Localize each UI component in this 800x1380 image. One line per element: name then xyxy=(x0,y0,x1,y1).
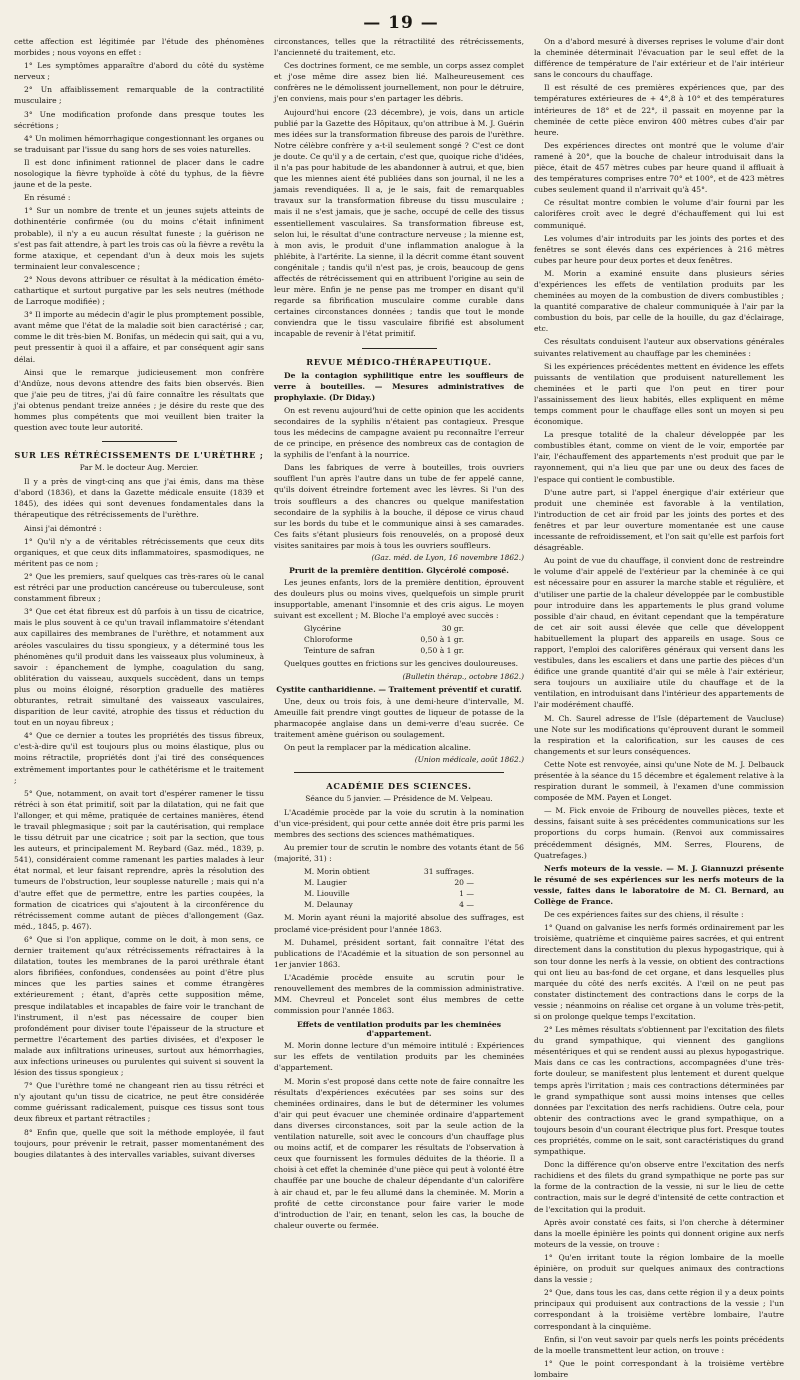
paragraph: Au premier tour de scrutin le nombre des votants étant de 56 (majorité, 31) : xyxy=(274,843,524,864)
recipe-line: Chloroforme 0,50 à 1 gr. xyxy=(304,635,464,645)
paragraph: On est revenu aujourd'hui de cette opinion que les accidents secondaires de la syphilis n'étaient pas contagieux. Presque tous les médecins de campagne avaient pu reconnaître l'erreur de ce principe, en présence des nombreux cas de contagion de la syphilis de l'enfant à la nourrice. xyxy=(274,405,524,460)
vote-line: M. Delaunay 4 — xyxy=(304,900,474,910)
section-divider xyxy=(274,344,524,352)
page-number: — 19 — xyxy=(363,13,439,33)
paragraph: Cette Note est renvoyée, ainsi qu'une Note de M. J. Delbauck présentée à la séance du 15 décembre et également relative à la respiration durant le sommeil, à l'examen d'une commission composée de MM. Payen et Longet. xyxy=(534,759,784,803)
paragraph: — M. Fick envoie de Fribourg de nouvelles pièces, texte et dessins, faisant suite à ses précédentes communications sur les proportions du corps humain. (Renvoi aux commissaires précédemment désignés, MM. Serres, Flourens, de Quatrefages.) xyxy=(534,806,784,860)
paragraph: On a d'abord mesuré à diverses reprises le volume d'air dont la cheminée déterminait l'évacuation par le seul effet de la différence de température de l'air extérieur et de l'air intérieur sans le concours du chauffage. xyxy=(534,37,784,80)
subheading: De la contagion syphilitique entre les souffleurs de verre à bouteilles. — Mesures administratives de prophylaxie. (Dr Diday.) xyxy=(274,370,524,402)
paragraph: M. Ch. Saurel adresse de l'Isle (département de Vaucluse) une Note sur les modifications qu'éprouvent durant le sommeil la respiration et la calorification, sur les causes de ces changements et sur leurs conséquences. xyxy=(534,713,784,756)
paragraph: 1° Sur un nombre de trente et un jeunes sujets atteints de dothinentérie confirmée (ou du moins c'était infiniment probable), il n'y a eu aucun résultat funeste ; la guérison ne s'est pas fait attendre, à part les trois cas où la fièvre a revêtu la forme ataxique, et cependant d'un à deux mois les sujets terminaient leur convalescence ; xyxy=(14,206,264,271)
paragraph: 3° Une modification profonde dans presque toutes les sécrétions ; xyxy=(14,109,264,130)
paragraph: circonstances, telles que la rétractilité des rétrécissements, l'ancienneté du traitement, etc. xyxy=(274,37,524,58)
subheading: Prurit de la première dentition. Glycérolé composé. xyxy=(289,566,509,576)
subheading: Effets de ventilation produits par les cheminées d'appartement. xyxy=(296,1020,502,1039)
paragraph: 1° Qu'en irritant toute la région lombaire de la moelle épinière, on produit sur quelques animaux des contractions dans la vessie ; xyxy=(534,1252,784,1285)
paragraph: Une, deux ou trois fois, à une demi-heure d'intervalle, M. Ameuille fait prendre vingt gouttes de liqueur de potasse de la pharmacopée anglaise dans un demi-verre d'eau sucrée. Ce traitement amène guérison ou soulagement. xyxy=(274,696,524,739)
columns xyxy=(14,36,788,1379)
recipe-list xyxy=(304,623,524,656)
paragraph: Ainsi j'ai démontré : xyxy=(24,523,102,533)
paragraph: La presque totalité de la chaleur développée par les combustibles étant, comme on vient de le voir, emportée par l'air, l'échauffement des appartements n'est produit que par le rayonnement, qui n'a lieu que par une ou deux des faces de l'espace qui contient le combustible. xyxy=(534,430,784,484)
paragraph: Ce résultat montre combien le volume d'air fourni par les calorifères croît avec le degré d'échauffement qui lui est communiqué. xyxy=(534,198,784,230)
paragraph: 2° Que, dans tous les cas, dans cette région il y a deux points principaux qui produisent aux contractions de la vessie ; l'un correspondant à la troisième vertèbre lombaire, l'autre correspondant à la cinquième. xyxy=(534,1288,784,1331)
section-title: REVUE MÉDICO-THÉRAPEUTIQUE. xyxy=(306,356,492,367)
column-middle xyxy=(274,36,524,1230)
paragraph: M. Duhamel, président sortant, fait connaître l'état des publications de l'Académie et la situation de son personnel au 1er janvier 1863. xyxy=(274,937,524,969)
paragraph: M. Morin donne lecture d'un mémoire intitulé : Expériences sur les effets de ventilation produits par les cheminées d'appartement. xyxy=(274,1041,524,1073)
paragraph: On peut la remplacer par la médication alcaline. xyxy=(284,742,471,752)
paragraph: Aujourd'hui encore (23 décembre), je vois, dans un article publié par la Gazette des Hôpitaux, qu'on attribue à M. J. Guérin mes idées sur la transformation fibreuse des parois de l'urèthre. Notre célèbre confrère y a-t-il seulement songé ? C'est ce dont je doute. Ce qu'il y a de certain, c'est que, quoique riche d'idées, il n'a pas pour habitude de les abandonner à autrui, et que, bien que les miennes aient été publiées dans son journal, il ne les a jamais revendiquées. Il a, je le sais, fait de remarquables travaux sur la transformation fibreuse du tissu musculaire ; mais il ne s'est jamais, que je sache, occupé de celle des tissus essentiellement vasculaires. Sa transformation fibreuse est, selon lui, le résultat d'une contracture nerveuse ; la mienne est, à mon avis, le produit d'une inflammation analogue à la phlébite, à l'artérite. La sienne, il la décrit comme étant souvent congénitale ; tandis qu'il n'est pas, je crois, beaucoup de gens affectés de rétrécissement qui en attribuent l'origine au sein de leur mère. Enfin je ne pense pas me tromper en disant qu'il regarde sa fibrification musculaire comme curable dans certaines circonstances données ; tandis que tout le monde conviendra que le tissu vasculaire fibrifié est absolument incapable de revenir à l'état primitif. xyxy=(274,107,524,339)
paragraph: 1° Les symptômes apparaître d'abord du côté du système nerveux ; xyxy=(14,61,264,82)
session-line: Séance du 5 janvier. — Présidence de M. Velpeau. xyxy=(305,793,493,803)
paragraph: Des expériences directes ont montré que le volume d'air ramené à 20°, que la bouche de chaleur introduisait dans la pièce, était de 457 mètres cubes par heure quand il affluait à des températures comprises entre 70° et 100°, et de 423 mètres cubes seulement quand il n'arrivait qu'à 45°. xyxy=(534,140,784,195)
paragraph: Après avoir constaté ces faits, si l'on cherche à déterminer dans la moelle épinière les points qui donnent origine aux nerfs moteurs de la vessie, on trouve : xyxy=(534,1217,784,1249)
vote-list xyxy=(304,866,524,910)
paragraph: Quelques gouttes en frictions sur les gencives douloureuses. xyxy=(284,659,519,669)
paragraph: 8° Enfin que, quelle que soit la méthode employée, il faut toujours, pour prévenir le retrait, passer momentanément des bougies dilatantes à des intervalles variables, suivant diverses xyxy=(14,1127,264,1159)
paragraph: 3° Il importe au médecin d'agir le plus promptement possible, avant même que l'état de la maladie soit bien caractérisé ; car, comme le dit très-bien M. Bonifas, un médecin qui sait, qui a vu, peut pressentir à quoi il a affaire, et par conséquent agir sans délai. xyxy=(14,310,264,364)
paragraph: D'une autre part, si l'appel énergique d'air extérieur que produit une cheminée est favorable à la ventilation, l'introduction de cet air froid par les joints des portes et des fenêtres et par leur ouverture momentanée est une cause incessante de refroidissement, et l'on sait qu'elle est parfois fort désagréable. xyxy=(534,487,784,553)
paragraph: Les jeunes enfants, lors de la première dentition, éprouvent des douleurs plus ou moins vives, quelquefois un simple prurit insupportable, amenant l'insomnie et des cris aigus. Le moyen suivant est excellent ; M. Bloche l'a employé avec succès : xyxy=(274,578,524,621)
section-title: ACADÉMIE DES SCIENCES. xyxy=(326,780,472,791)
paragraph: 4° Que ce dernier a toutes les propriétés des tissus fibreux, c'est-à-dire qu'il est toujours plus ou moins élastique, plus ou moins rétractile, propriétés dont j'ai tiré des conséquences extrêmement importantes pour le cathétérisme et le traitement ; xyxy=(14,731,264,785)
subheading: Cystite cantharidienne. — Traitement préventif et curatif. xyxy=(276,684,522,694)
source-citation: (Gaz. méd. de Lyon, 16 novembre 1862.) xyxy=(371,553,524,563)
paragraph: M. Morin ayant réuni la majorité absolue des suffrages, est proclamé vice-président pour l'année 1863. xyxy=(274,913,524,934)
paragraph: En résumé : xyxy=(24,193,71,203)
paragraph: Donc la différence qu'on observe entre l'excitation des nerfs rachidiens et des filets du grand sympathique ne porte pas sur la forme de la contraction de la vessie, ni sur le lieu de cette contraction, mais sur le degré d'intensité de cette contraction et de l'excitation qui la produit. xyxy=(534,1160,784,1214)
paragraph: M. Morin a examiné ensuite dans plusieurs séries d'expériences les effets de ventilation produits par les cheminées au moyen de la combustion de divers combustibles ; la quantité comparative de chaleur communiquée à l'air par la combustion du bois, par celle de la houille, du gaz d'éclairage, etc. xyxy=(534,268,784,334)
paragraph: 5° Que, notamment, on avait tort d'espérer ramener le tissu rétréci à son état primitif, soit par la dilatation, qui ne fait que l'allonger, et qui même, pratiquée de certaines manières, étend le travail phlegmasique ; soit par la cautérisation, qui remplace le tissu détruit par une cicatrice ; soit par la section, que tous les auteurs, et principalement M. Reybard (Gaz. méd., 1839, p. 541), considéraient comme ramenant les parties malades à leur état normal, et leur faisant reprendre, après la résolution des tumeurs de l'obstruction, leur souplesse naturelle ; mais qui n'a d'autre effet que de permettre, entre les parties coupées, la formation de cicatrices qui s'ajoutent à la circonférence du rétrécissement comme autant de pièces d'allongement (Gaz. méd., 1845, p. 467). xyxy=(14,788,264,931)
paragraph: cette affection est légitimée par l'étude des phénomènes morbides ; nous voyons en effet : xyxy=(14,37,264,58)
paragraph: Si les expériences précédentes mettent en évidence les effets puissants de ventilation que produisent naturellement les cheminées et le parti que l'on peut en tirer pour l'assainissement des lieux habités, elles expliquent en même temps comment pour le chauffage elles sont un moyen si peu économique. xyxy=(534,361,784,427)
vote-line: M. Liouville 1 — xyxy=(304,889,474,899)
paragraph: 1° Que le point correspondant à la troisième vertèbre lombaire xyxy=(534,1358,784,1379)
paragraph: Ces résultats conduisent l'auteur aux observations générales suivantes relativement au chauffage par les cheminées : xyxy=(534,337,784,358)
recipe-line: Glycérine 30 gr. xyxy=(304,624,464,634)
paragraph: 2° Que les premiers, sauf quelques cas très-rares où le canal est rétréci par une production cancéreuse ou tuberculeuse, sont constamment fibreux ; xyxy=(14,571,264,604)
paragraph: Les volumes d'air introduits par les joints des portes et des fenêtres se sont élevés dans ces expériences à 216 mètres cubes par heure pour deux portes et deux fenêtres. xyxy=(534,233,784,265)
paragraph: 6° Que si l'on applique, comme on le doit, à mon sens, ce dernier traitement qu'aux rétrécissements réfractaires à la dilatation, toutes les membranes de la paroi uréthrale étant alors fibrifiées, confondues, condensées au point d'être plus minces que les parties saines et comme étrangères extérieurement ; étant, d'après cette supposition même, presque indilatables et incapables de faire voir le tranchant de l'instrument, il n'est pas nécessaire de couper bien profondément pour diviser toute l'épaisseur de la structure et permettre l'écartement des parties divisées, et d'exposer le malade aux infiltrations urineuses, surtout aux hémorrhagies, aux infections urineuses ou purulentes qui suivent si souvent la lésion des tissus spongieux ; xyxy=(14,934,264,1078)
vote-line: M. Laugier 20 — xyxy=(304,878,474,888)
subheading: Nerfs moteurs de la vessie. — M. J. Giannuzzi présente le résumé de ses expériences sur les nerfs moteurs de la vessie, faites dans le laboratoire de M. Cl. Bernard, au Collège de France. xyxy=(534,863,784,907)
paragraph: 2° Les mêmes résultats s'obtiennent par l'excitation des filets du grand sympathique, qui viennent des ganglions mésentériques et qui se rendent aussi au plexus hypogastrique. Mais dans ce cas les contractions, accompagnées d'une très-forte douleur, se manifestent plus lentement et durent quelque temps après l'irritation ; mais ces contractions déterminées par le grand sympathique sont aussi moins intenses que celles données par l'excitation des nerfs rachidiens. Outre cela, pour obtenir des contractions avec le grand sympathique, on a toujours besoin d'un courant électrique plus fort. Presque toutes ces propriétés, comme on le sait, sont caractéristiques du grand sympathique. xyxy=(534,1025,784,1157)
source-citation: (Union médicale, août 1862.) xyxy=(414,754,524,764)
section-divider xyxy=(14,437,264,445)
paragraph: Enfin, si l'on veut savoir par quels nerfs les points précédents de la moelle transmettent leur action, on trouve : xyxy=(534,1334,784,1355)
paragraph: Ces doctrines forment, ce me semble, un corps assez complet et j'ose même dire assez bien lié. Malheureusement ces confrères ne le démolissent journellement, non pour le détruire, j'en conviens, mais pour s'en partager les débris. xyxy=(274,61,524,104)
paragraph: 4° Un molimen hémorrhagique congestionnant les organes ou se traduisant par l'issue du sang hors de ses voies naturelles. xyxy=(14,133,264,154)
column-right xyxy=(534,36,784,1379)
paragraph: M. Morin s'est proposé dans cette note de faire connaître les résultats d'expériences exécutées par ses soins sur des cheminées ordinaires, dans le but de déterminer les volumes d'air qui peut évacuer une cheminée ordinaire d'appartement dans diverses circonstances, soit par la seule action de la ventilation naturelle, soit avec le concours d'un chauffage plus ou moins actif, et de comparer les résultats de l'observation à ceux que fournissent les formules déduites de la théorie. Il a choisi à cet effet la cheminée d'une pièce qui peut à volonté être chauffée par une bouche de chaleur dépendante d'un calorifère à air chaud et, par le feu allumé dans la cheminée. M. Morin a profité de cette circonstance pour faire varier le mode d'introduction de l'air, en tenant, selon les cas, la bouche de chaleur ouverte ou fermée. xyxy=(274,1076,524,1230)
paragraph: L'Académie procède par la voie du scrutin à la nomination d'un vice-président, qui pour cette année doit être pris parmi les membres des sections des sciences mathématiques. xyxy=(274,807,524,840)
paragraph: 7° Que l'urèthre tomé ne changeant rien au tissu rétréci et n'y ajoutant qu'un tissu de cicatrice, ne peut être considérée comme guérissant radicalement, puisque ces tissus sont tous deux fibreux et partant rétractiles ; xyxy=(14,1081,264,1124)
paragraph: 1° Quand on galvanise les nerfs formés ordinairement par les troisième, quatrième et cinquième paires sacrées, et qui entrent directement dans la constitution du plexus hypogastrique, qui à son tour donne les nerfs à la vessie, on obtient des contractions qui ont lieu au bas-fond de cet organe, et dans lesquelles plus marquée du côté des nerfs excités. A l'œil on ne peut pas constater distinctement des contractions dans le corps de la vessie ; néanmoins on réalise cet organe à un volume très-petit, si on prolonge quelque temps l'excitation. xyxy=(534,923,784,1021)
column-left xyxy=(14,36,264,1191)
paragraph: Il y a près de vingt-cinq ans que j'ai émis, dans ma thèse d'abord (1836), et dans la Gazette médicale ensuite (1839 et 1845), des idées qui sont devenues fondamentales dans la thérapeutique des rétrécissements de l'urèthre. xyxy=(14,477,264,520)
paragraph: L'Académie procède ensuite au scrutin pour le renouvellement des membres de la commission administrative. MM. Chevreul et Poncelet sont élus membres de cette commission pour l'année 1863. xyxy=(274,972,524,1016)
paragraph: De ces expériences faites sur des chiens, il résulte : xyxy=(544,910,744,920)
paragraph: Au point de vue du chauffage, il convient donc de restreindre le volume d'air appelé de l'extérieur par la cheminée à ce qui est nécessaire pour en assurer la marche stable et régulière, et d'utiliser une partie de la chaleur développée par le combustible pour introduire dans les appartements le plus grand volume possible d'air chaud, en évitant cependant que la température de cet air soit aussi élevée que celle que développent habituellement la plupart des appareils en usage. Sous ce rapport, l'emploi des calorifères généraux qui versent dans les vestibules, dans les escaliers et dans une partie des pièces d'un édifice une grande quantité d'air qui se mêle à l'air extérieur, sera toujours un auxiliaire utile du chauffage et de la ventilation, en introduisant dans l'intérieur des appartements de l'air modérément chauffé. xyxy=(534,556,784,710)
source-citation: (Bulletin thérap., octobre 1862.) xyxy=(402,671,524,681)
vote-line: M. Morin obtient 31 suffrages. xyxy=(304,867,474,877)
paragraph: Il est donc infiniment rationnel de placer dans le cadre nosologique la fièvre typhoïde à côté du typhus, de la fièvre jaune et de la peste. xyxy=(14,157,264,190)
paragraph: 1° Qu'il n'y a de véritables rétrécissements que ceux dits organiques, et que ceux dits inflammatoires, spasmodiques, ne méritent pas ce nom ; xyxy=(14,536,264,568)
section-divider xyxy=(274,768,524,776)
article-title: SUR LES RÉTRÉCISSEMENTS DE L'URÈTHRE ; xyxy=(14,450,264,461)
paragraph: Il est résulté de ces premières expériences que, par des températures extérieures de + 4°,8 à 10° et des températures intérieures de 18° et de 22°, il passait en moyenne par la cheminée de cette pièce environ 400 mètres cubes d'air par heure. xyxy=(534,83,784,137)
paragraph: Ainsi que le remarque judicieusement mon confrère d'Andûze, nous devons attendre des faits bien observés. Bien que j'aie peu de titres, j'ai dû faire connaître les résultats que j'ai obtenus pendant treize années ; je désire du reste que des hommes plus compétents que moi veuillent bien traiter la question avec toute leur autorité. xyxy=(14,367,264,433)
paragraph: 2° Un affaiblissement remarquable de la contractilité musculaire ; xyxy=(14,85,264,106)
paragraph: 2° Nous devons attribuer ce résultat à la médication éméto-cathartique et surtout purgative par les sels neutres (méthode de Larroque modifiée) ; xyxy=(14,274,264,307)
paragraph: Dans les fabriques de verre à bouteilles, trois ouvriers soufflent l'un après l'autre dans un tube de fer appelé canne, qu'ils doivent étreindre fortement avec les lèvres. Si l'un des trois souffleurs a des chancres ou quelque manifestation secondaire de la syphilis à la bouche, il dépose ce virus chaud sur les bords du tube et le communique ainsi à ses camarades. Ces faits s'étant plusieurs fois renouvelés, on a proposé deux visites sanitaires par mois à tous les ouvriers souffleurs. xyxy=(274,463,524,550)
paragraph: 3° Que cet état fibreux est dû parfois à un tissu de cicatrice, mais le plus souvent à ce qu'un travail inflammatoire s'étendant aux capillaires des membranes de l'urèthre, et notamment aux aréoles vasculaires du tissu spongieux, y a déterminé tous les phénomènes qu'il produit dans les vaisseaux plus volumineux, à savoir : épanchement de lymphe, coagulation du sang, oblitération du vaisseau, auxquels succèdent, dans un temps plus ou moins éloigné, résorption graduelle des matières obturantes, retrait simultané des vaisseaux vasculaires, disparition de leur cavité, atrophie des tissus et réduction du tout en un noyau fibreux ; xyxy=(14,607,264,728)
article-byline: Par M. le docteur Aug. Mercier. xyxy=(79,463,199,473)
recipe-line: Teinture de safran 0,50 à 1 gr. xyxy=(304,646,464,656)
